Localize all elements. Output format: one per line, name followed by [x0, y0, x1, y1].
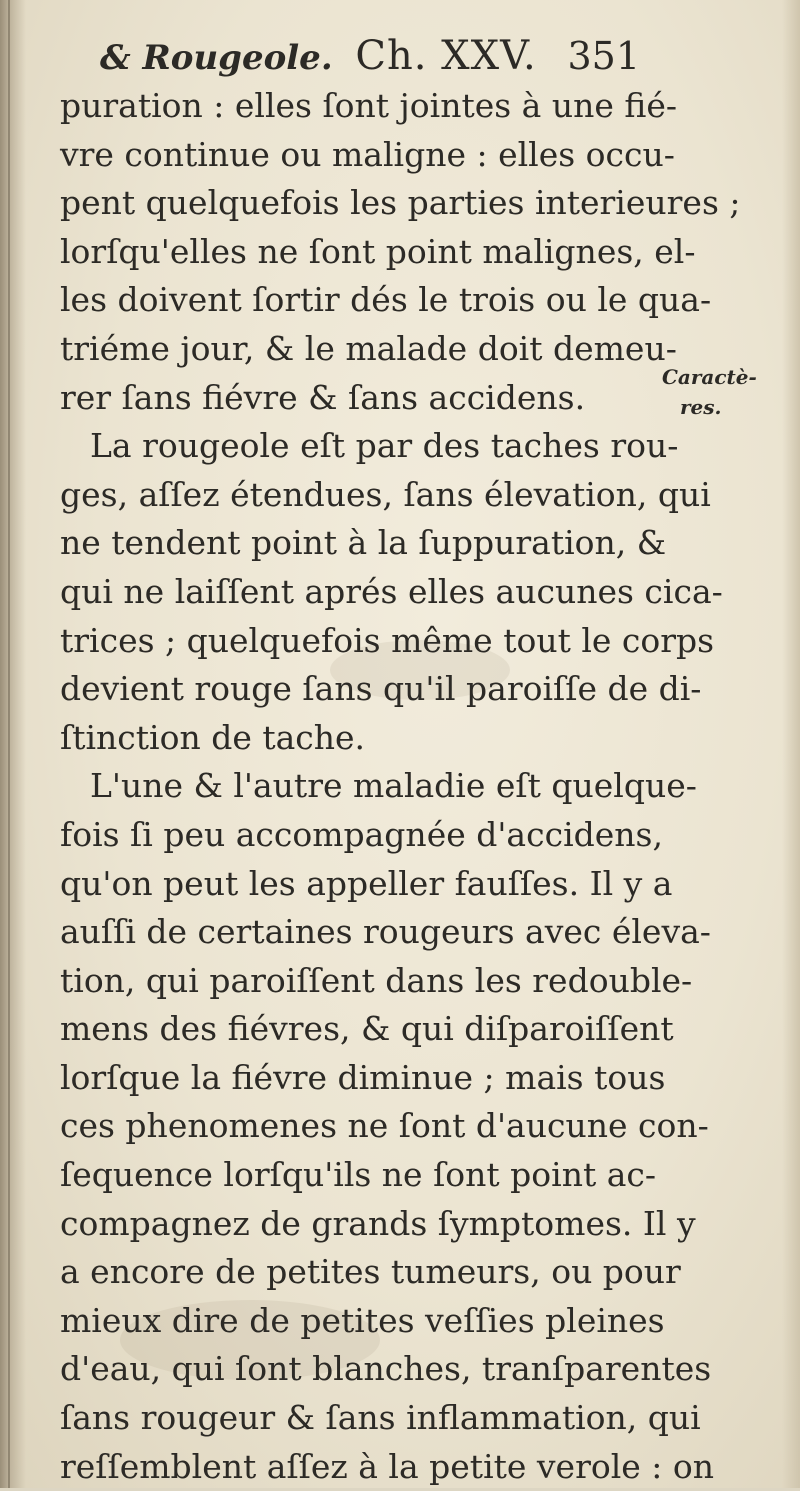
margin-note — [662, 362, 794, 422]
page-edge-shading — [782, 0, 800, 1488]
text-line: qui ne laiſſent aprés elles aucunes cica- — [60, 571, 723, 611]
paragraph-first-line: La rougeole eſt par des taches rou- — [90, 426, 679, 466]
text-line: auſſi de certaines rougeurs avec éleva- — [60, 912, 711, 952]
page-number: 351 — [567, 34, 640, 78]
text-line: mieux dire de petites veſſies pleines — [60, 1300, 665, 1340]
text-line: vre continue ou maligne : elles occu- — [60, 134, 675, 174]
text-line: les doivent ſortir dés le trois ou le qua- — [60, 280, 712, 320]
text-line: ſequence lorſqu'ils ne ſont point ac- — [60, 1155, 657, 1195]
text-line: trices ; quelquefois même tout le corps — [60, 620, 715, 660]
text-line: reſſemblent aſſez à la petite verole : on — [60, 1446, 715, 1486]
text-line: d'eau, qui ſont blanches, tranſparentes — [60, 1349, 712, 1389]
gutter-shadow — [0, 0, 26, 1488]
text-line: qu'on peut les appeller fauſſes. Il y a — [60, 863, 673, 903]
gutter-binding-line — [8, 0, 10, 1488]
text-line: pent quelquefois les parties interieures ; — [60, 183, 741, 223]
margin-note-line: res. — [680, 395, 722, 419]
text-line: mens des fiévres, & qui diſparoiſſent — [60, 1009, 674, 1049]
text-line: puration : elles ſont jointes à une fié- — [60, 86, 678, 125]
text-line: triéme jour, & le malade doit demeu- — [60, 328, 677, 368]
text-line: tion, qui paroiſſent dans les redouble- — [60, 960, 693, 1000]
page-header — [100, 28, 660, 84]
text-line: lorſque la fiévre diminue ; mais tous — [60, 1057, 666, 1097]
paragraph-first-line: L'une & l'autre maladie eſt quelque- — [90, 766, 697, 806]
text-line: ne tendent point à la ſuppuration, & — [60, 523, 667, 563]
text-line: devient rouge ſans qu'il paroiſſe de di- — [60, 669, 702, 709]
running-title: & Rougeole. — [100, 38, 333, 78]
text-line: rer ſans fiévre & ſans accidens. — [60, 377, 586, 417]
text-line: a encore de petites tumeurs, ou pour — [60, 1252, 681, 1292]
margin-note-line: Caractè- — [662, 365, 757, 389]
text-line: ges, aſſez étendues, ſans élevation, qui — [60, 474, 711, 514]
chapter-label: Ch. XXV. — [355, 33, 537, 79]
text-line: ces phenomenes ne ſont d'aucune con- — [60, 1106, 709, 1146]
text-line: fois ſi peu accompagnée d'accidens, — [60, 814, 663, 854]
text-line: ſtinction de tache. — [60, 717, 366, 757]
text-line: lorſqu'elles ne ſont point malignes, el- — [60, 231, 696, 271]
text-line: compagnez de grands ſymptomes. Il y — [60, 1203, 696, 1243]
text-line: ſans rougeur & ſans inflammation, qui — [60, 1398, 701, 1438]
